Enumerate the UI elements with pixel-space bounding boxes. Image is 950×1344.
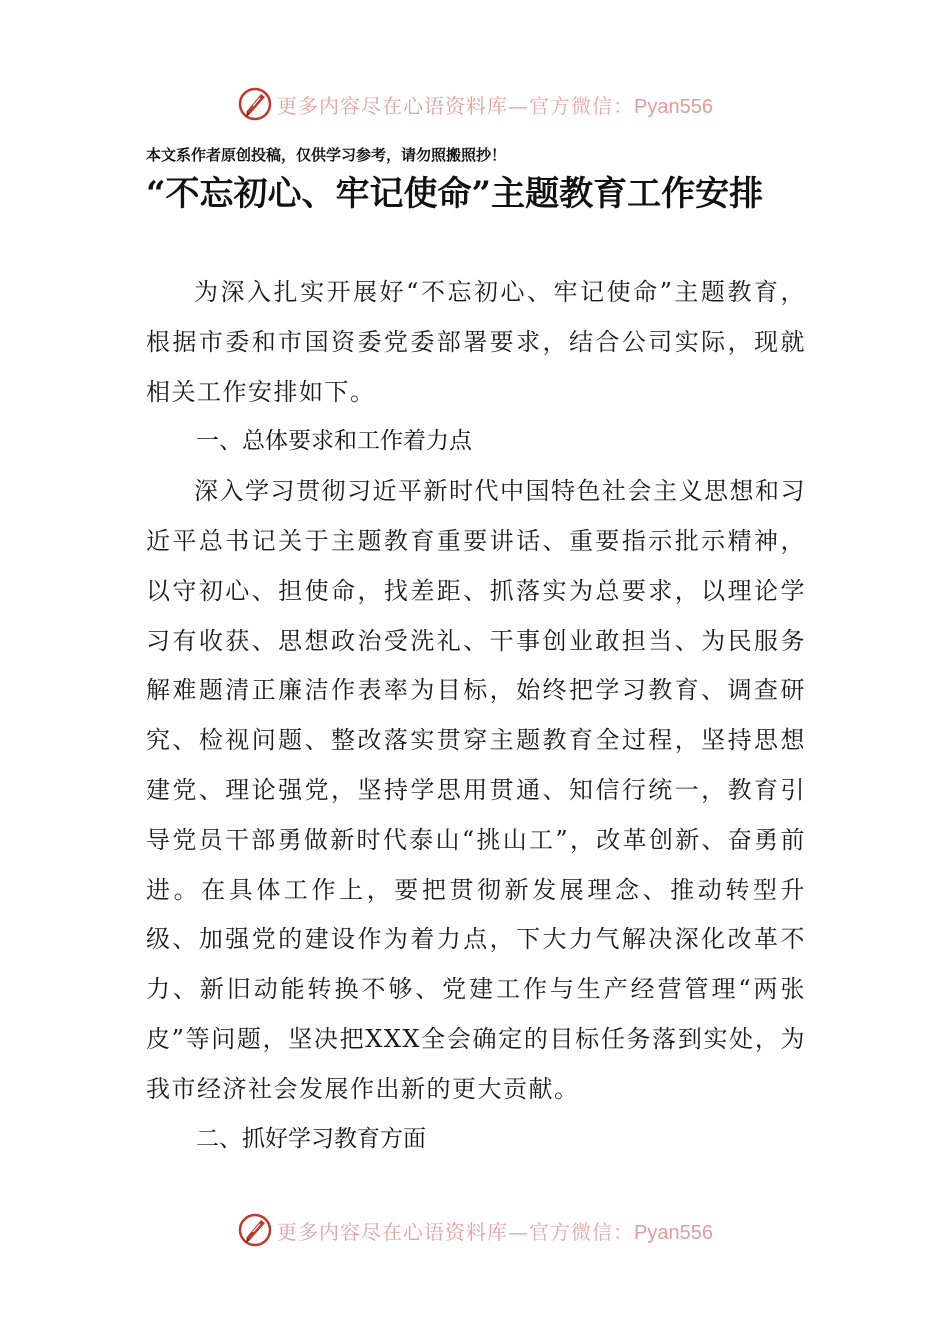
section-heading-2: 二、抓好学习教育方面 [196, 1125, 426, 1152]
watermark-wechat-label: 官方微信： [529, 1219, 635, 1244]
watermark-wechat-id: Pyan556 [634, 1221, 713, 1244]
quill-logo-icon [237, 86, 273, 122]
section-heading-1: 一、总体要求和工作着力点 [196, 428, 472, 455]
watermark-banner-bottom [0, 1208, 950, 1252]
watermark-text [277, 90, 713, 119]
watermark-separator: — [508, 1219, 530, 1244]
intro-paragraph: 为深入扎实开展好“不忘初心、牢记使命”主题教育，根据市委和市国资委党委部署要求，结合公司实际，现就相关工作安排如下。 [146, 278, 806, 406]
watermark-wechat-id: Pyan556 [634, 95, 713, 118]
watermark-text [277, 1216, 713, 1245]
watermark-banner-top [0, 82, 950, 126]
document-title: “不忘初心、牢记使命”主题教育工作安排 [146, 174, 764, 214]
quill-logo-icon [237, 1212, 273, 1248]
watermark-separator: — [508, 93, 530, 118]
copyright-notice: 本文系作者原创投稿，仅供学习参考，请勿照搬照抄！ [146, 146, 507, 164]
watermark-site-text: 更多内容尽在心语资料库 [277, 93, 509, 118]
watermark-wechat-label: 官方微信： [529, 93, 635, 118]
watermark-site-text: 更多内容尽在心语资料库 [277, 1219, 509, 1244]
document-body [146, 268, 806, 1164]
section-1-paragraph: 深入学习贯彻习近平新时代中国特色社会主义思想和习近平总书记关于主题教育重要讲话、重要指示批示精神，以守初心、担使命，找差距、抓落实为总要求，以理论学习有收获、思想政治受洗礼、干事创业敢担当、为民服务解难题清正廉洁作表率为目标，始终把学习教育、调查研究、检视问题、整改落实贯穿主题教育全过程，坚持思想建党、理论强党，坚持学思用贯通、知信行统一，教育引导党员干部勇做新时代泰山“挑山工”，改革创新、奋勇前进。在具体工作上，要把贯彻新发展理念、推动转型升级、加强党的建设作为着力点，下大力气解决深化改革不力、新旧动能转换不够、党建工作与生产经营管理“两张皮”等问题，坚决把XXX全会确定的目标任务落到实处，为我市经济社会发展作出新的更大贡献。 [146, 477, 806, 1103]
